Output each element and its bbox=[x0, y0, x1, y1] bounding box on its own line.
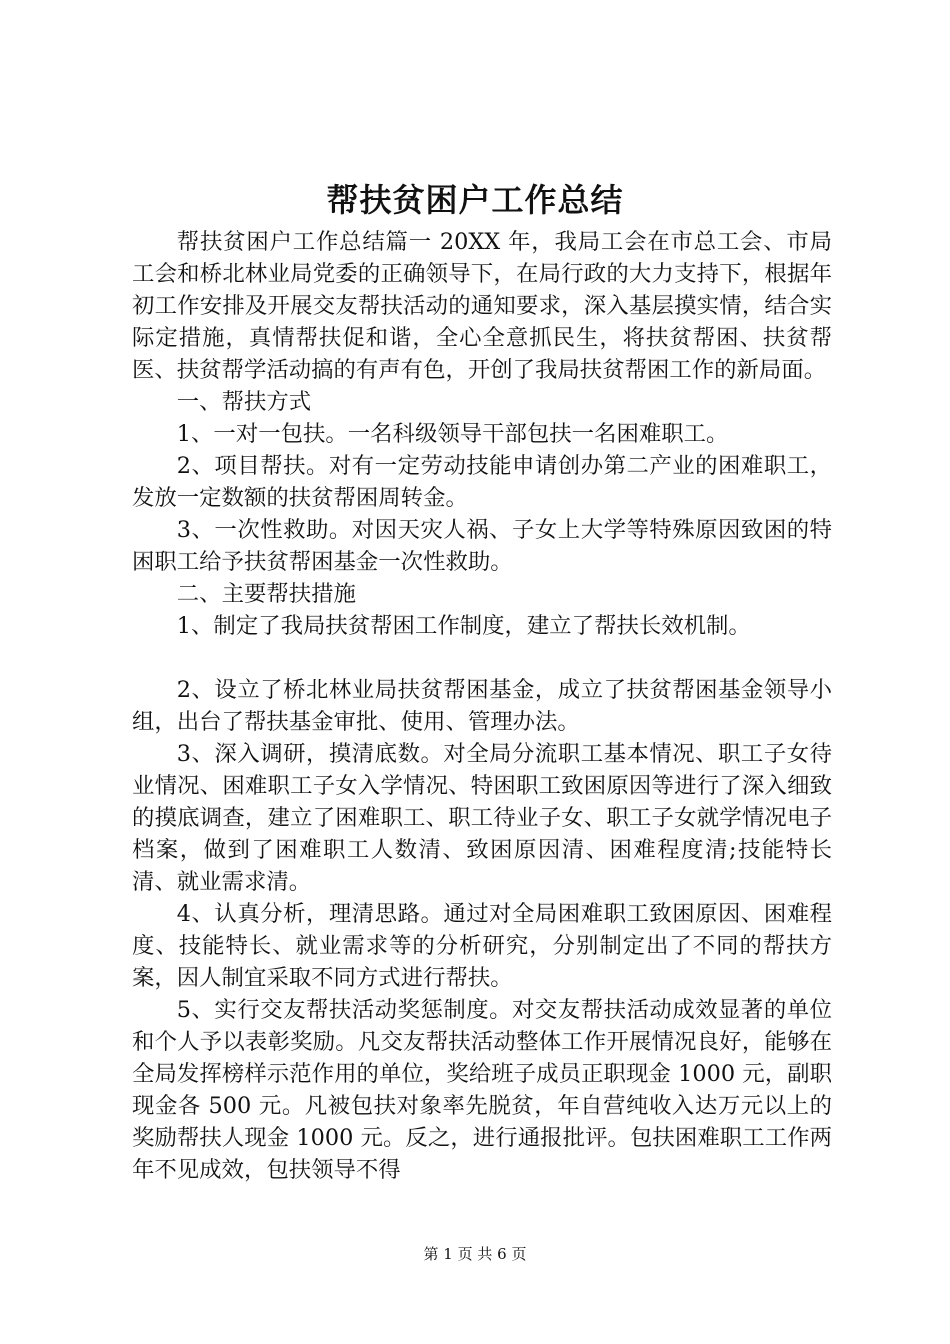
measure-item-2: 2、设立了桥北林业局扶贫帮困基金，成立了扶贫帮困基金领导小组，出台了帮扶基金审批、使用、管理办法。 bbox=[132, 677, 832, 735]
intro-paragraph: 帮扶贫困户工作总结篇一 20XX 年，我局工会在市总工会、市局工会和桥北林业局党委的正确领导下，在局行政的大力支持下，根据年初工作安排及开展交友帮扶活动的通知要求，深入基层摸实情，结合实际定措施，真情帮扶促和谐，全心全意抓民生，将扶贫帮困、扶贫帮医、扶贫帮学活动搞的有声有色，开创了我局扶贫帮困工作的新局面。 bbox=[132, 229, 832, 383]
document-title: 帮扶贫困户工作总结 bbox=[326, 181, 624, 219]
measure-item-3: 3、深入调研，摸清底数。对全局分流职工基本情况、职工子女待业情况、困难职工子女入学情况、特困职工致困原因等进行了深入细致的摸底调查，建立了困难职工、职工待业子女、职工子女就学情况电子档案，做到了困难职工人数清、致困原因清、困难程度清;技能特长清、就业需求清。 bbox=[132, 741, 832, 895]
page-number: 第 1 页 共 6 页 bbox=[423, 1245, 527, 1263]
paragraph-spacer bbox=[132, 642, 832, 674]
section-heading-methods: 一、帮扶方式 bbox=[176, 389, 312, 415]
document-body bbox=[132, 226, 832, 1186]
measure-item-1: 1、制定了我局扶贫帮困工作制度，建立了帮扶长效机制。 bbox=[176, 613, 751, 639]
measure-item-5: 5、实行交友帮扶活动奖惩制度。对交友帮扶活动成效显著的单位和个人予以表彰奖励。凡交友帮扶活动整体工作开展情况良好，能够在全局发挥榜样示范作用的单位，奖给班子成员正职现金 1000 元，副职现金各 500 元。凡被包扶对象率先脱贫，年自营纯收入达万元以上的奖励帮扶人现金 1000 元。反之，进行通报批评。包扶困难职工工作两年不见成效，包扶领导不得 bbox=[132, 997, 832, 1183]
method-item-3: 3、一次性救助。对因天灾人祸、子女上大学等特殊原因致困的特困职工给予扶贫帮困基金一次性救助。 bbox=[132, 517, 832, 575]
method-item-1: 1、一对一包扶。一名科级领导干部包扶一名困难职工。 bbox=[176, 421, 729, 447]
section-heading-measures: 二、主要帮扶措施 bbox=[176, 581, 356, 607]
method-item-2: 2、项目帮扶。对有一定劳动技能申请创办第二产业的困难职工，发放一定数额的扶贫帮困周转金。 bbox=[132, 453, 832, 511]
measure-item-4: 4、认真分析，理清思路。通过对全局困难职工致困原因、困难程度、技能特长、就业需求等的分析研究，分别制定出了不同的帮扶方案，因人制宜采取不同方式进行帮扶。 bbox=[132, 901, 832, 991]
